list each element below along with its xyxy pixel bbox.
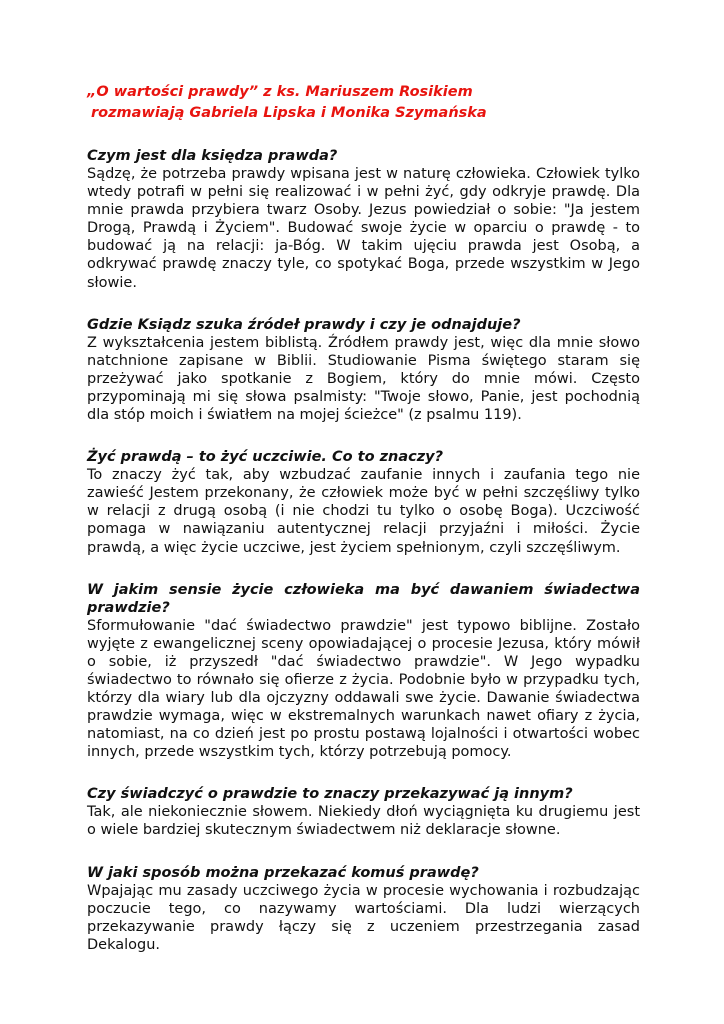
question: Czy świadczyć o prawdzie to znaczy przekazywać ją innym? xyxy=(87,786,573,803)
question: W jakim sensie życie człowieka ma być dawaniem świadectwa prawdzie? xyxy=(87,581,640,616)
qa-section-4 xyxy=(87,581,640,762)
title-line-1: „O wartości prawdy” z ks. Mariuszem Rosikiem xyxy=(87,84,473,100)
document-title xyxy=(87,82,640,124)
qa-section-5 xyxy=(87,785,640,839)
qa-section-3 xyxy=(87,448,640,556)
question: Gdzie Ksiądz szuka źródeł prawdy i czy je odnajduje? xyxy=(87,316,521,333)
qa-section-2 xyxy=(87,316,640,424)
answer: Wpajając mu zasady uczciwego życia w procesie wychowania i rozbudzając poczucie tego, co nazywamy wartościami. Dla ludzi wierzących przekazywanie prawdy łączy się z uczeniem przestrzegania zasad Dekalogu. xyxy=(87,882,640,953)
question: Żyć prawdą – to żyć uczciwie. Co to znaczy? xyxy=(87,449,444,466)
question: Czym jest dla księdza prawda? xyxy=(87,148,338,164)
document-page xyxy=(87,82,640,954)
question: W jaki sposób można przekazać komuś prawdę? xyxy=(87,864,479,881)
title-line-2: rozmawiają Gabriela Lipska i Monika Szymańska xyxy=(91,105,487,121)
answer: To znaczy żyć tak, aby wzbudzać zaufanie innych i zaufania tego nie zawieść Jestem przekonany, że człowiek może być w pełni szczęśliwy tylko w relacji z drugą osobą (i nie chodzi tu tylko o osobę Boga). Uczciwość pomaga w nawiązaniu autentycznej relacji przyjaźni i miłości. Życie prawdą, a więc życie uczciwe, jest życiem spełnionym, czyli szczęśliwym. xyxy=(87,467,640,556)
qa-section-6 xyxy=(87,864,640,954)
answer: Tak, ale niekoniecznie słowem. Niekiedy dłoń wyciągnięta ku drugiemu jest o wiele bardziej skutecznym świadectwem niż deklaracje słowne. xyxy=(87,804,640,839)
answer: Z wykształcenia jestem biblistą. Źródłem prawdy jest, więc dla mnie słowo natchnione zapisane w Biblii. Studiowanie Pisma świętego staram się przeżywać jako spotkanie z Bogiem, który do mnie mówi. Często przypominają mi się słowa psalmisty: "Twoje słowo, Panie, jest pochodnią dla stóp moich i światłem na mojej ścieżce" (z psalmu 119). xyxy=(87,334,640,424)
qa-section-1 xyxy=(87,147,640,292)
answer: Sądzę, że potrzeba prawdy wpisana jest w naturę człowieka. Człowiek tylko wtedy potrafi w pełni się realizować i w pełni żyć, gdy odkryje prawdę. Dla mnie prawda przybiera twarz Osoby. Jezus powiedział o sobie: "Ja jestem Drogą, Prawdą i Życiem". Budować swoje życie w oparciu o prawdę - to budować ją na relacji: ja-Bóg. W takim ujęciu prawda jest Osobą, a odkrywać prawdę znaczy tyle, co spotykać Boga, przede wszystkim w Jego słowie. xyxy=(87,166,640,291)
answer: Sformułowanie "dać świadectwo prawdzie" jest typowo biblijne. Zostało wyjęte z ewangelicznej sceny opowiadającej o procesie Jezusa, który mówił o sobie, iż przyszedł "dać świadectwo prawdzie". W Jego wypadku świadectwo to równało się ofierze z życia. Podobnie było w przypadku tych, którzy dla wiary lub dla ojczyzny oddawali swe życie. Dawanie świadectwa prawdzie wymaga, więc w ekstremalnych warunkach nawet ofiary z życia, natomiast, na co dzień jest po prostu postawą lojalności i otwartości wobec innych, przede wszystkim tych, którzy potrzebują pomocy. xyxy=(87,617,640,761)
